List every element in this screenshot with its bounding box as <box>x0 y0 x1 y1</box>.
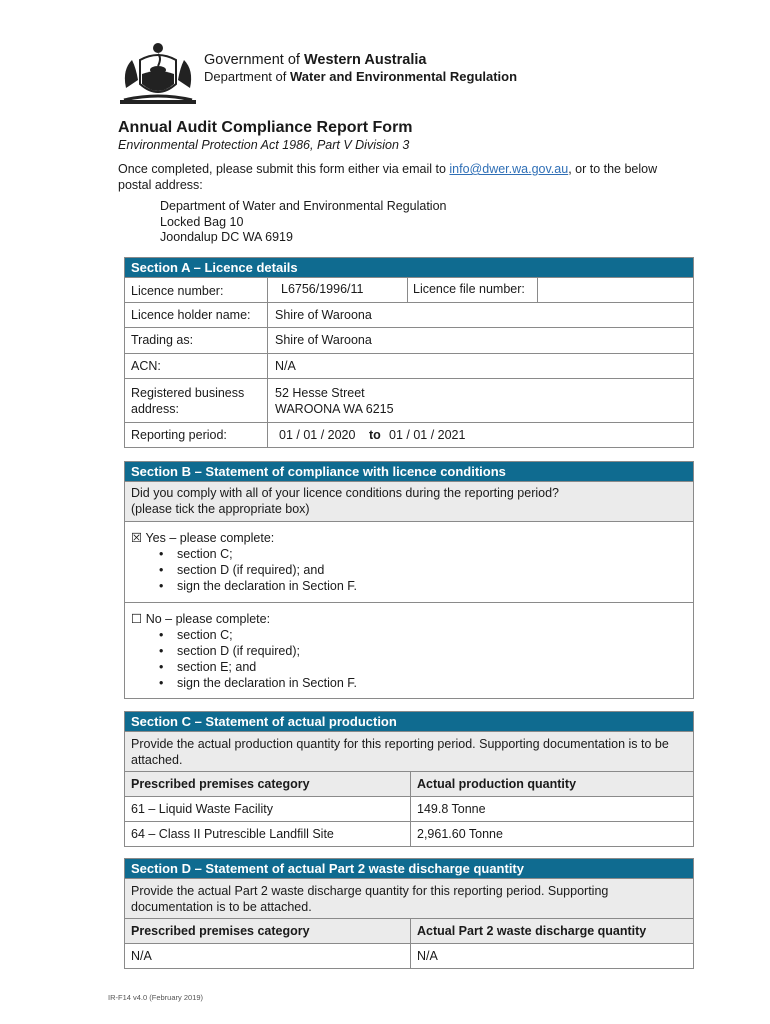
reporting-period-row: Reporting period: 01 / 01 / 2020 to 01 / 01 / 2021 <box>125 422 693 447</box>
form-code: IR-F14 v4.0 (February 2019) <box>108 993 204 1002</box>
section-a <box>124 257 694 448</box>
form-subtitle: Environmental Protection Act 1986, Part V Division 3 <box>118 138 410 152</box>
trading-field[interactable]: Shire of Waroona <box>275 333 372 347</box>
government-name: Government of Western Australia <box>204 52 427 68</box>
form-title: Annual Audit Compliance Report Form <box>118 119 413 136</box>
discharge-quantity-field[interactable]: N/A <box>417 949 438 963</box>
section-b <box>124 461 694 699</box>
email-link[interactable]: info@dwer.wa.gov.au <box>449 162 569 176</box>
postal-address: Department of Water and Environmental Regulation Locked Bag 10 Joondalup DC WA 6919 <box>160 199 447 244</box>
table-row: N/A N/A <box>125 943 693 968</box>
government-header <box>118 40 538 110</box>
section-d <box>124 858 694 969</box>
table-row: 64 – Class II Putrescible Landfill Site 2,961.60 Tonne <box>125 821 693 846</box>
section-c <box>124 711 694 847</box>
period-from-field[interactable]: 01 / 01 / 2020 <box>279 428 356 442</box>
intro-text: Once completed, please submit this form either via email to info@dwer.wa.gov.au, or to the below postal address: <box>118 162 658 192</box>
department-name: Department of Water and Environmental Regulation <box>204 69 518 84</box>
section-c-header-row: Prescribed premises category Actual production quantity <box>125 771 693 796</box>
acn-row: ACN: N/A <box>125 353 693 378</box>
yes-checkbox[interactable]: ☒ <box>131 531 143 545</box>
trading-row: Trading as: Shire of Waroona <box>125 327 693 353</box>
yes-option: ☒ Yes – please complete: • section C; • section D (if required); and • sign the declaration in Section F. <box>125 521 693 602</box>
address-field[interactable]: 52 Hesse Street WAROONA WA 6215 <box>275 386 394 416</box>
wa-crest-icon <box>118 40 198 108</box>
section-d-instruction: Provide the actual Part 2 waste discharge quantity for this reporting period. Supporting documentation is to be attached. <box>125 878 693 918</box>
section-a-heading: Section A – Licence details <box>125 258 693 277</box>
yes-list: • section C; • section D (if required); and • sign the declaration in Section F. <box>131 546 687 594</box>
acn-field[interactable]: N/A <box>275 359 296 373</box>
address-row: Registered business address: 52 Hesse Street WAROONA WA 6215 <box>125 378 693 422</box>
section-b-question: Did you comply with all of your licence conditions during the reporting period? (please tick the appropriate box) <box>125 481 693 521</box>
section-b-heading: Section B – Statement of compliance with licence conditions <box>125 462 693 481</box>
no-list: • section C; • section D (if required); • section E; and • sign the declaration in Section F. <box>131 627 687 691</box>
section-d-header-row: Prescribed premises category Actual Part 2 waste discharge quantity <box>125 918 693 943</box>
holder-row: Licence holder name: Shire of Waroona <box>125 302 693 327</box>
section-c-instruction: Provide the actual production quantity for this reporting period. Supporting documentation is to be attached. <box>125 731 693 771</box>
section-d-heading: Section D – Statement of actual Part 2 waste discharge quantity <box>125 859 693 878</box>
production-quantity-field[interactable]: 149.8 Tonne <box>417 802 486 816</box>
licence-number-row: Licence number: L6756/1996/11 Licence file number: <box>125 277 693 302</box>
holder-field[interactable]: Shire of Waroona <box>275 308 372 322</box>
production-quantity-field[interactable]: 2,961.60 Tonne <box>417 827 503 841</box>
section-c-heading: Section C – Statement of actual production <box>125 712 693 731</box>
period-to-field[interactable]: 01 / 01 / 2021 <box>389 428 466 442</box>
no-option: ☐ No – please complete: • section C; • section D (if required); • section E; and • sign the declaration in Section F. <box>125 602 693 698</box>
licence-number-field[interactable]: L6756/1996/11 <box>281 282 364 296</box>
no-checkbox[interactable]: ☐ <box>131 612 143 626</box>
table-row: 61 – Liquid Waste Facility 149.8 Tonne <box>125 796 693 821</box>
